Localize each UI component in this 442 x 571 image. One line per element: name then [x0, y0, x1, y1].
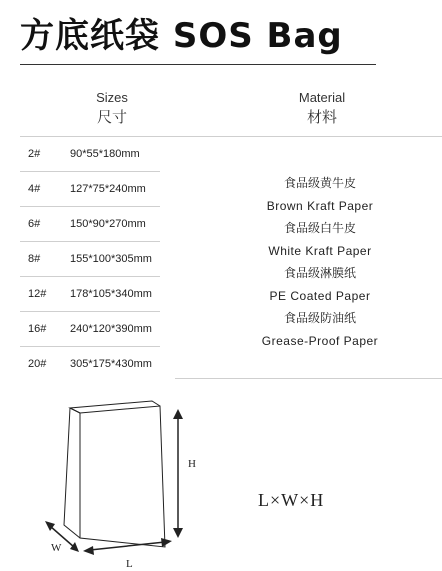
size-number: 20# [28, 358, 47, 370]
width-label: W [51, 542, 62, 554]
size-row [20, 207, 160, 242]
size-number: 8# [28, 253, 41, 265]
material-list [230, 172, 410, 352]
size-dimensions: 240*120*390mm [70, 323, 152, 335]
size-number: 16# [28, 323, 47, 335]
size-row [20, 312, 160, 347]
size-row [20, 277, 160, 312]
bag-outline [64, 401, 165, 547]
size-number: 2# [28, 148, 41, 160]
length-arrowhead-right [161, 538, 172, 547]
material-cn: 食品级黄牛皮 [283, 176, 356, 190]
material-en: Grease-Proof Paper [261, 333, 379, 348]
material-cn: 食品级淋膜纸 [283, 266, 356, 280]
size-dimensions: 150*90*270mm [70, 218, 146, 230]
title-underline [20, 64, 376, 65]
material-en: Brown Kraft Paper [266, 198, 374, 213]
size-dimensions: 155*100*305mm [70, 253, 152, 265]
size-number: 4# [28, 183, 41, 195]
material-header-en: Material [298, 90, 346, 105]
sizes-header-en: Sizes [96, 90, 128, 105]
size-row [20, 172, 160, 207]
size-dimensions: 90*55*180mm [70, 148, 140, 160]
material-header [262, 88, 382, 128]
bag-dimension-diagram [30, 395, 200, 571]
length-arrowhead-left [83, 546, 94, 555]
size-row [20, 347, 160, 382]
height-arrowhead-top [173, 409, 183, 419]
size-dimensions: 178*105*340mm [70, 288, 152, 300]
size-dimensions: 305*175*430mm [70, 358, 152, 370]
table-bottom-rule [175, 378, 442, 379]
size-row [20, 242, 160, 277]
material-en: PE Coated Paper [269, 288, 371, 303]
sizes-header [72, 88, 152, 128]
material-header-cn: 材料 [306, 109, 337, 126]
material-cn: 食品级白牛皮 [283, 221, 356, 235]
size-number: 12# [28, 288, 47, 300]
width-arrowhead-bottom [70, 542, 79, 552]
page-title: 方底纸袋 SOS Bag [20, 16, 343, 56]
size-number: 6# [28, 218, 41, 230]
material-cn: 食品级防油纸 [283, 311, 356, 325]
sizes-header-cn: 尺寸 [96, 109, 127, 126]
dimension-formula: L×W×H [258, 490, 325, 510]
length-label: L [126, 558, 133, 570]
size-dimensions: 127*75*240mm [70, 183, 146, 195]
height-arrowhead-bottom [173, 528, 183, 538]
material-en: White Kraft Paper [268, 243, 372, 258]
size-row [20, 137, 160, 172]
height-label: H [188, 458, 196, 470]
